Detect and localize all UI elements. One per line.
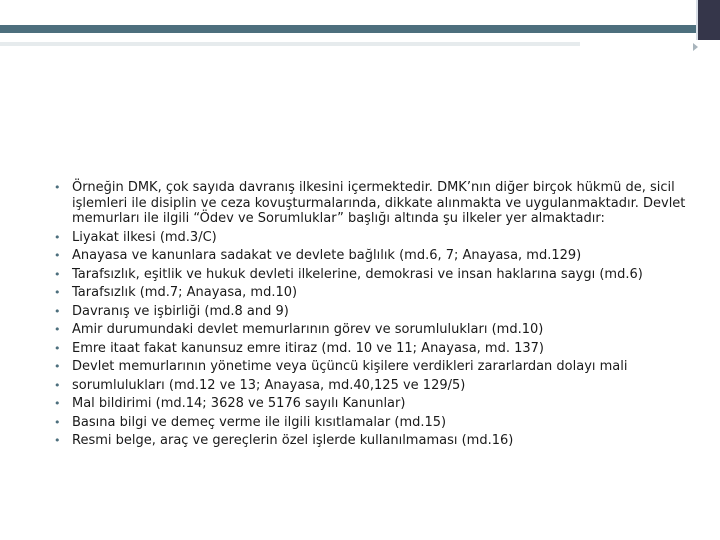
list-item xyxy=(54,304,694,320)
bullet-icon: • xyxy=(54,304,61,318)
list-item xyxy=(54,396,694,412)
bullet-text: Devlet memurlarının yönetime veya üçüncü kişilere verdikleri zararlardan dolayı mali xyxy=(72,359,628,374)
bullet-icon: • xyxy=(54,181,61,194)
bullet-icon: • xyxy=(54,378,61,392)
bullet-icon: • xyxy=(54,323,61,336)
corner-block xyxy=(696,0,720,40)
bullet-icon: • xyxy=(54,230,61,244)
list-item xyxy=(54,285,694,301)
corner-divider xyxy=(696,0,698,40)
bullet-text: sorumlulukları (md.12 ve 13; Anayasa, md.40,125 ve 129/5) xyxy=(72,377,466,393)
bullet-icon: • xyxy=(54,360,61,373)
list-item xyxy=(54,322,694,338)
bullet-text: Basına bilgi ve demeç verme ile ilgili kısıtlamalar (md.15) xyxy=(72,414,447,430)
bullet-text: Davranış ve işbirliği (md.8 and 9) xyxy=(72,303,289,319)
bullet-icon: • xyxy=(54,341,61,355)
bullet-text: Tarafsızlık (md.7; Anayasa, md.10) xyxy=(72,285,298,300)
list-item xyxy=(54,248,694,264)
slide-body xyxy=(54,180,694,452)
bullet-list xyxy=(54,180,694,449)
bullet-icon: • xyxy=(54,397,61,410)
bullet-icon: • xyxy=(54,267,61,281)
list-item xyxy=(54,341,694,357)
bullet-text: Mal bildirimi (md.14; 3628 ve 5176 sayılı Kanunlar) xyxy=(72,396,406,411)
list-item xyxy=(54,359,694,375)
list-item xyxy=(54,180,694,227)
bullet-text: Emre itaat fakat kanunsuz emre itiraz (md. 10 ve 11; Anayasa, md. 137) xyxy=(72,340,544,356)
bullet-text: Tarafsızlık, eşitlik ve hukuk devleti ilkelerine, demokrasi ve insan haklarına saygı (md.6) xyxy=(72,266,643,282)
list-item xyxy=(54,415,694,431)
list-item xyxy=(54,230,694,246)
bullet-icon: • xyxy=(54,249,61,262)
bullet-text: Örneğin DMK, çok sayıda davranış ilkesini içermektedir. DMK’nın diğer birçok hükmü de, sicil işlemleri ile disiplin ve ceza kovuşturmalarında, dikkate alınmakta ve uygulanmaktadır. Devlet memurları ile ilgili “Ödev ve Sorumluklar” başlığı altında şu ilkeler yer almaktadır: xyxy=(72,180,686,226)
bullet-icon: • xyxy=(54,286,61,299)
bullet-text: Resmi belge, araç ve gereçlerin özel işlerde kullanılmaması (md.16) xyxy=(72,433,514,448)
list-item xyxy=(54,433,694,449)
list-item xyxy=(54,267,694,283)
bullet-icon: • xyxy=(54,434,61,447)
bullet-text: Amir durumundaki devlet memurlarının görev ve sorumlulukları (md.10) xyxy=(72,322,544,337)
header-band xyxy=(0,0,696,25)
list-item xyxy=(54,378,694,394)
triangle-marker-icon xyxy=(693,43,698,51)
header-accent-bar xyxy=(0,25,696,33)
header-sub-line xyxy=(0,42,580,46)
bullet-text: Liyakat ilkesi (md.3/C) xyxy=(72,229,217,245)
bullet-icon: • xyxy=(54,415,61,429)
bullet-text: Anayasa ve kanunlara sadakat ve devlete bağlılık (md.6, 7; Anayasa, md.129) xyxy=(72,248,582,263)
